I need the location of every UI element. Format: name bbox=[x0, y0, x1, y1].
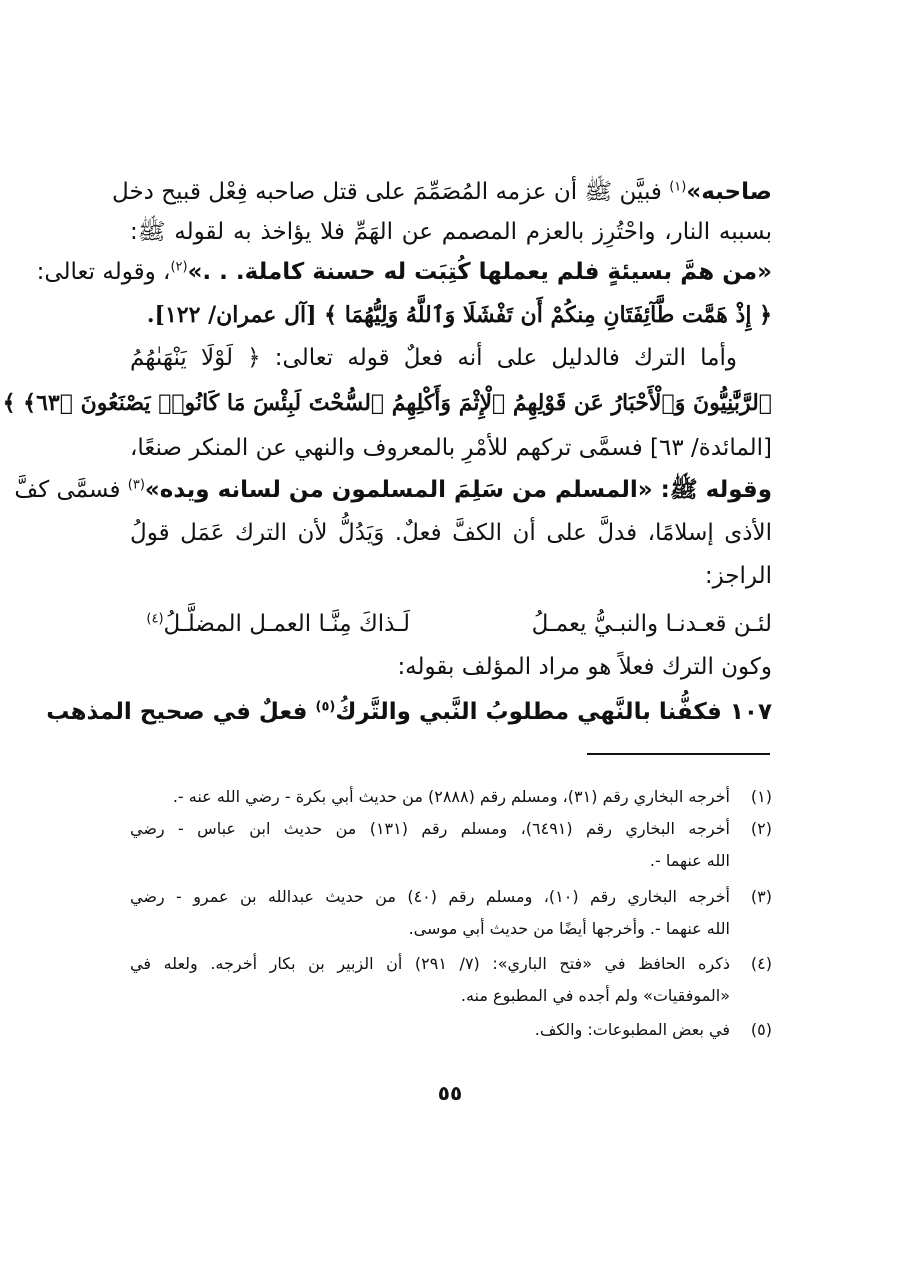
footnote-5-number: (٥) bbox=[750, 1020, 772, 1039]
body-line-5 bbox=[130, 338, 737, 378]
body-line-2 bbox=[130, 212, 772, 252]
footnote-2-cont bbox=[130, 845, 772, 877]
footnote-2 bbox=[130, 813, 772, 845]
poem-part-3: فعلٌ في صحيح المذهب bbox=[46, 699, 316, 725]
poem-part-1: فكفُّنا بالنَّهي مطلوبُ النَّبي bbox=[418, 699, 722, 725]
footnote-2-number: (٢) bbox=[750, 819, 772, 838]
page-number: ٥٥ bbox=[437, 1081, 463, 1105]
body-line-10-text: الراجز: bbox=[704, 563, 772, 589]
body-line-1 bbox=[112, 172, 772, 212]
footnote-ref-3[interactable]: (٣) bbox=[127, 477, 145, 493]
body-line-11-text: وكون الترك فعلاً هو مراد المؤلف بقوله: bbox=[397, 654, 772, 680]
footnote-3 bbox=[130, 881, 772, 913]
poem-part-2: والتَّركُ bbox=[335, 699, 411, 725]
poem-part-2-wrap bbox=[46, 699, 411, 725]
footnote-1 bbox=[130, 781, 772, 813]
footnote-3-cont bbox=[130, 913, 772, 945]
body-line-8-text: فسمَّى كفَّ bbox=[14, 477, 128, 503]
verse-hemistich-1: لئـن قعـدنـا والنبـيُّ يعمـلُ bbox=[531, 611, 772, 637]
footnote-1-number: (١) bbox=[750, 787, 772, 806]
footnote-ref-1[interactable]: (١) bbox=[669, 179, 687, 195]
footnote-5 bbox=[130, 1014, 772, 1046]
footnote-separator bbox=[587, 753, 770, 755]
body-line-4 bbox=[130, 295, 772, 335]
body-line-1-text: فبيَّن ﷺ أن عزمه المُصَمِّمَ على قتل صاحبه فِعْل قبيح دخل bbox=[112, 179, 670, 205]
footnote-1-text: أخرجه البخاري رقم (٣١)، ومسلم رقم (٢٨٨٨) من حديث أبي بكرة - رضي الله عنه -. bbox=[172, 787, 730, 806]
footnote-ref-5[interactable]: (٥) bbox=[315, 699, 336, 715]
poem-line-107 bbox=[46, 692, 772, 732]
poem-line-number: ١٠٧ bbox=[729, 699, 772, 725]
hadith-quote: «من همَّ بسيئةٍ فلم يعملها كُتِبَت له حسنة كاملة. . .» bbox=[187, 259, 772, 285]
footnote-4 bbox=[130, 948, 772, 980]
quran-verse-2: ٱلرَّبَّٰنِيُّونَ وَٱلْأَحْبَارُ عَن قَوْلِهِمُ ٱلْإِثْمَ وَأَكْلِهِمُ ٱلسُّحْتَ لَبِئْسَ مَا كَانُوا۟ يَصْنَعُونَ ﴿٦٣﴾ ﴾ bbox=[2, 390, 772, 416]
footnote-4-number: (٤) bbox=[750, 954, 772, 973]
body-line-3-text: ، وقوله تعالى: bbox=[36, 259, 171, 285]
footnote-4-text-2: «الموفقيات» ولم أجده في المطبوع منه. bbox=[460, 986, 730, 1005]
verse-hemistich-2-wrap bbox=[146, 604, 410, 644]
footnote-5-text: في بعض المطبوعات: والكف. bbox=[534, 1020, 730, 1039]
footnote-3-text-1: أخرجه البخاري رقم (١٠)، ومسلم رقم (٤٠) من حديث عبدالله بن عمرو - رضي bbox=[130, 887, 731, 906]
body-line-9 bbox=[130, 513, 772, 553]
footnote-ref-4[interactable]: (٤) bbox=[146, 611, 164, 627]
body-line-5-text: وأما الترك فالدليل على أنه فعلٌ قوله تعالى: ﴿ لَوْلَا يَنْهَىٰهُمُ bbox=[130, 345, 737, 371]
body-line-11 bbox=[130, 647, 772, 687]
verse-hemistich-2: لَـذاكَ مِنَّـا العمـل المضلَّـلُ bbox=[163, 611, 410, 637]
body-line-2-text: بسببه النار، واحْتُرِز بالعزم المصمم عن الهَمِّ فلا يؤاخذ به لقوله ﷺ: bbox=[130, 219, 772, 245]
body-line-3 bbox=[36, 252, 772, 292]
quran-verse-1: ﴿ إِذْ هَمَّت طَّآئِفَتَانِ مِنكُمْ أَن تَفْشَلَا وَٱللَّهُ وَلِيُّهُمَا ﴾ [آل عمران/ ١٢٢]. bbox=[146, 302, 772, 328]
footnote-4-cont bbox=[130, 980, 772, 1012]
body-line-7 bbox=[130, 428, 772, 468]
footnote-3-number: (٣) bbox=[750, 887, 772, 906]
body-line-1-quote: صاحبه» bbox=[686, 179, 772, 205]
body-line-9-text: الأذى إسلامًا، فدلَّ على أن الكفَّ فعلٌ. وَيَدُلُّ لأن الترك عَمَل قولُ bbox=[130, 520, 772, 546]
footnote-3-text-2: الله عنهما -. وأخرجها أيضًا من حديث أبي موسى. bbox=[408, 919, 730, 938]
body-line-10 bbox=[130, 556, 772, 596]
footnote-2-text-2: الله عنهما -. bbox=[649, 851, 730, 870]
footnote-ref-2[interactable]: (٢) bbox=[170, 259, 188, 275]
verse-line bbox=[130, 604, 772, 644]
footnote-4-text-1: ذكره الحافظ في «فتح الباري»: (٧/ ٢٩١) أن الزبير بن بكار أخرجه. ولعله في bbox=[130, 954, 731, 973]
body-line-6 bbox=[2, 383, 772, 423]
footnote-2-text-1: أخرجه البخاري رقم (٦٤٩١)، ومسلم رقم (١٣١) من حديث ابن عباس - رضي bbox=[130, 819, 730, 838]
hadith-quote-2: وقوله ﷺ: «المسلم من سَلِمَ المسلمون من لسانه ويده» bbox=[144, 477, 772, 503]
body-line-7-text: [المائدة/ ٦٣] فسمَّى تركهم للأمْرِ بالمعروف والنهي عن المنكر صنعًا، bbox=[129, 435, 772, 461]
body-line-8 bbox=[14, 470, 772, 510]
